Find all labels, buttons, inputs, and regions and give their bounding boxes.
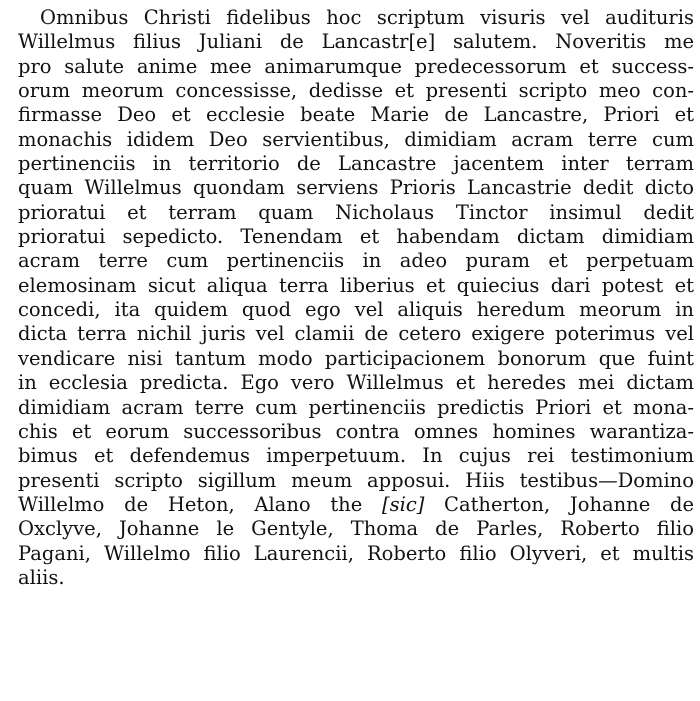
- text-line: Omnibus Christi fidelibus hoc scriptum visuris vel audituris: [40, 6, 694, 29]
- sic-marker: [sic]: [381, 492, 425, 516]
- text-line: vendicare nisi tantum modo participacionem bonorum que fuint: [18, 346, 694, 370]
- text-line: dimidiam acram terre cum pertinenciis predictis Priori et mona-: [18, 395, 694, 419]
- text-line: quam Willelmus quondam serviens Prioris Lancastrie dedit dicto: [18, 176, 694, 200]
- text-line: chis et eorum successoribus contra omnes homines warantiza-: [18, 419, 694, 443]
- text-line: Oxclyve, Johanne le Gentyle, Thoma de Parles, Roberto filio: [18, 517, 694, 541]
- text-line: in ecclesia predicta. Ego vero Willelmus et heredes mei dictam: [18, 371, 694, 395]
- text-line: pertinenciis in territorio de Lancastre jacentem inter terram: [18, 152, 694, 176]
- text-line: Willelmo de Heton, Alano the [sic] Catherton, Johanne de: [18, 492, 694, 516]
- text-line: Pagani, Willelmo filio Laurencii, Roberto filio Olyveri, et multis: [18, 541, 694, 565]
- text-line: prioratui sepedicto. Tenendam et habendam dictam dimidiam: [18, 225, 694, 249]
- text-line: pro salute anime mee animarumque predecessorum et success-: [18, 54, 694, 78]
- text-line: Willelmus filius Juliani de Lancastr[e] salutem. Noveritis me: [18, 30, 694, 54]
- text-line: monachis ididem Deo servientibus, dimidiam acram terre cum: [18, 127, 694, 151]
- text-line: firmasse Deo et ecclesie beate Marie de Lancastre, Priori et: [18, 103, 694, 127]
- text-line: orum meorum concessisse, dedisse et presenti scripto meo con-: [18, 79, 694, 103]
- text-line: dicta terra nichil juris vel clamii de cetero exigere poterimus vel: [18, 322, 694, 346]
- charter-text: [18, 6, 694, 590]
- text-line: acram terre cum pertinenciis in adeo puram et perpetuam: [18, 249, 694, 273]
- text-line: prioratui et terram quam Nicholaus Tinctor insimul dedit: [18, 200, 694, 224]
- text-line: aliis.: [18, 565, 65, 589]
- text-line: elemosinam sicut aliqua terra liberius et quiecius dari potest et: [18, 273, 694, 297]
- text-line: concedi, ita quidem quod ego vel aliquis heredum meorum in: [18, 298, 694, 322]
- text-line: presenti scripto sigillum meum apposui. Hiis testibus—Domino: [18, 468, 694, 492]
- text-line: bimus et defendemus imperpetuum. In cujus rei testimonium: [18, 444, 694, 468]
